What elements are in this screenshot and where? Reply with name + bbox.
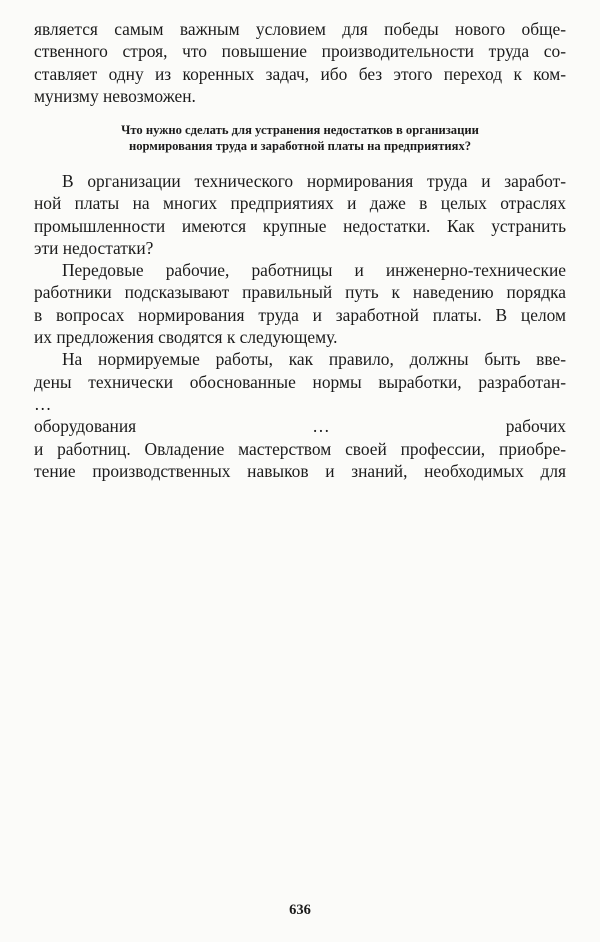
body-line: оборудования … рабочих <box>34 416 566 437</box>
body-line: В организации технического нормирования труда и заработ- <box>62 171 566 191</box>
intro-line: ставляет одну из коренных задач, ибо без этого переход к ком- <box>34 63 566 84</box>
body-line: в вопросах нормирования труда и заработной платы. В целом <box>34 304 566 325</box>
body-line: … <box>34 393 52 414</box>
heading-line-1: Что нужно сделать для устранения недостатков в организации <box>121 123 479 137</box>
body-line: работники подсказывают правильный путь к наведению порядка <box>34 282 566 303</box>
body-line: их предложения сводятся к следующему. <box>34 327 338 348</box>
intro-line: является самым важным условием для победы нового обще- <box>34 19 566 39</box>
body-line: дены технически обоснованные нормы выработки, разработан- <box>34 371 566 392</box>
section-heading <box>40 122 560 154</box>
body-line: тение производственных навыков и знаний, необходимых для <box>34 460 566 481</box>
body-line: эти недостатки? <box>34 237 154 258</box>
intro-paragraph <box>0 18 600 107</box>
intro-line: ственного строя, что повышение производительности труда со- <box>34 41 566 62</box>
body-line: ной платы на многих предприятиях и даже в целых отраслях <box>34 193 566 214</box>
heading-line-2: нормирования труда и заработной платы на предприятиях? <box>128 139 472 153</box>
intro-line: мунизму невозможен. <box>34 85 196 106</box>
body-text <box>0 170 600 482</box>
page-number: 636 <box>289 902 311 918</box>
body-line: и работниц. Овладение мастерством своей профессии, приобре- <box>34 438 566 459</box>
body-line: промышленности имеются крупные недостатки. Как устранить <box>34 215 566 236</box>
body-line: На нормируемые работы, как правило, должны быть вве- <box>62 349 566 370</box>
body-line: Передовые рабочие, работницы и инженерно-технические <box>62 260 566 281</box>
